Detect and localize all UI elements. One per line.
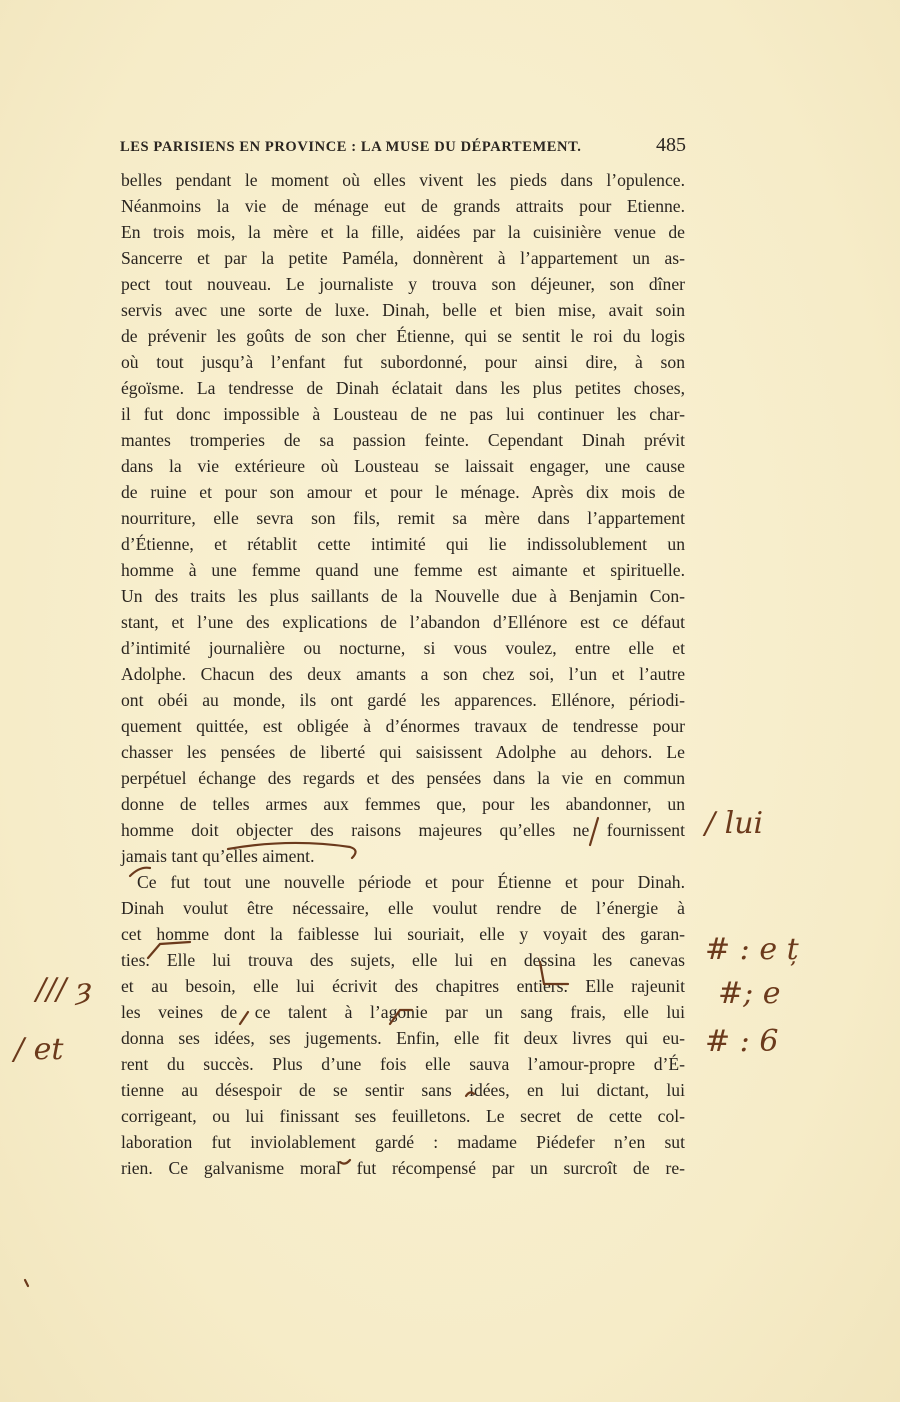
margin-note-right: # : 6 bbox=[705, 1024, 779, 1059]
text-line: Adolphe. Chacun des deux amants a son chez soi, l’un et l’autre bbox=[121, 664, 685, 684]
text-line: ont obéi au monde, ils ont gardé les apparences. Ellénore, périodi- bbox=[121, 690, 685, 710]
text-line: Néanmoins la vie de ménage eut de grands attraits pour Etienne. bbox=[121, 196, 685, 216]
text-line: égoïsme. La tendresse de Dinah éclatait dans les plus petites choses, bbox=[121, 378, 685, 398]
margin-note-left: / et bbox=[14, 1032, 64, 1067]
text-line: homme à une femme quand une femme est aimante et spirituelle. bbox=[121, 560, 685, 580]
page-number: 485 bbox=[656, 134, 686, 156]
text-line: rien. Ce galvanisme moral fut récompensé par un surcroît de re- bbox=[121, 1158, 685, 1178]
text-line: les veines de ce talent à l’agonie par un sang frais, elle lui bbox=[121, 1002, 685, 1022]
text-line: de ruine et pour son amour et pour le ménage. Après dix mois de bbox=[121, 482, 685, 502]
text-line: homme doit objecter des raisons majeures qu’elles ne fournissent bbox=[121, 820, 685, 840]
margin-note-right: # : e ț bbox=[705, 932, 799, 967]
text-line: corrigeant, ou lui finissant ses feuilletons. Le secret de cette col- bbox=[121, 1106, 685, 1126]
text-line: dans la vie extérieure où Lousteau se laissait engager, une cause bbox=[121, 456, 685, 476]
text-line: et au besoin, elle lui écrivit des chapitres entiers. Elle rajeunit bbox=[121, 976, 685, 996]
text-line: mantes tromperies de sa passion feinte. Cependant Dinah prévit bbox=[121, 430, 685, 450]
text-line: En trois mois, la mère et la fille, aidées par la cuisinière venue de bbox=[121, 222, 685, 242]
text-line: quement quittée, est obligée à d’énormes travaux de tendresse pour bbox=[121, 716, 685, 736]
text-line: de prévenir les goûts de son cher Étienne, qui se sentit le roi du logis bbox=[121, 326, 685, 346]
text-line: Dinah voulut être nécessaire, elle voulut rendre de l’énergie à bbox=[121, 898, 685, 918]
stray-mark bbox=[25, 1280, 28, 1286]
text-line: chasser les pensées de liberté qui saisissent Adolphe au dehors. Le bbox=[121, 742, 685, 762]
header-title: LES PARISIENS EN PROVINCE : LA MUSE DU DÉPARTEMENT. bbox=[120, 139, 582, 155]
text-line: jamais tant qu’elles aiment. bbox=[121, 846, 315, 866]
text-line: d’Étienne, et rétablit cette intimité qui lie indissolublement un bbox=[121, 534, 685, 554]
text-line: ties. Elle lui trouva des sujets, elle lui en dessina les canevas bbox=[121, 950, 685, 970]
margin-note-right: / lui bbox=[705, 806, 764, 841]
running-header bbox=[120, 134, 686, 164]
text-line: il fut donc impossible à Lousteau de ne pas lui continuer les char- bbox=[121, 404, 685, 424]
text-line: donna ses idées, ses jugements. Enfin, elle fit deux livres qui eu- bbox=[121, 1028, 685, 1048]
text-line: Sancerre et par la petite Paméla, donnèrent à l’appartement un as- bbox=[121, 248, 685, 268]
text-line: où tout jusqu’à l’enfant fut subordonné, pour ainsi dire, à son bbox=[121, 352, 685, 372]
text-line: perpétuel échange des regards et des pensées dans la vie en commun bbox=[121, 768, 685, 788]
text-line: cet homme dont la faiblesse lui souriait, elle y voyait des garan- bbox=[121, 924, 685, 944]
margin-note-right: #; e bbox=[718, 976, 781, 1011]
text-line: rent du succès. Plus d’une fois elle sauva l’amour-propre d’É- bbox=[121, 1054, 685, 1074]
text-line: tienne au désespoir de se sentir sans idées, en lui dictant, lui bbox=[121, 1080, 685, 1100]
text-line: belles pendant le moment où elles vivent les pieds dans l’opulence. bbox=[121, 170, 685, 190]
text-line: donne de telles armes aux femmes que, pour les abandonner, un bbox=[121, 794, 685, 814]
text-line: laboration fut inviolablement gardé : madame Piédefer n’en sut bbox=[121, 1132, 685, 1152]
text-line: Ce fut tout une nouvelle période et pour Étienne et pour Dinah. bbox=[137, 872, 685, 892]
text-line: servis avec une sorte de luxe. Dinah, belle et bien mise, avait soin bbox=[121, 300, 685, 320]
text-line: Un des traits les plus saillants de la Nouvelle due à Benjamin Con- bbox=[121, 586, 685, 606]
margin-note-left: /// ȝ bbox=[36, 972, 92, 1007]
text-line: stant, et l’une des explications de l’abandon d’Ellénore est ce défaut bbox=[121, 612, 685, 632]
text-line: d’intimité journalière ou nocturne, si vous voulez, entre elle et bbox=[121, 638, 685, 658]
text-line: nourriture, elle sevra son fils, remit sa mère dans l’appartement bbox=[121, 508, 685, 528]
text-line: pect tout nouveau. Le journaliste y trouva son déjeuner, son dîner bbox=[121, 274, 685, 294]
